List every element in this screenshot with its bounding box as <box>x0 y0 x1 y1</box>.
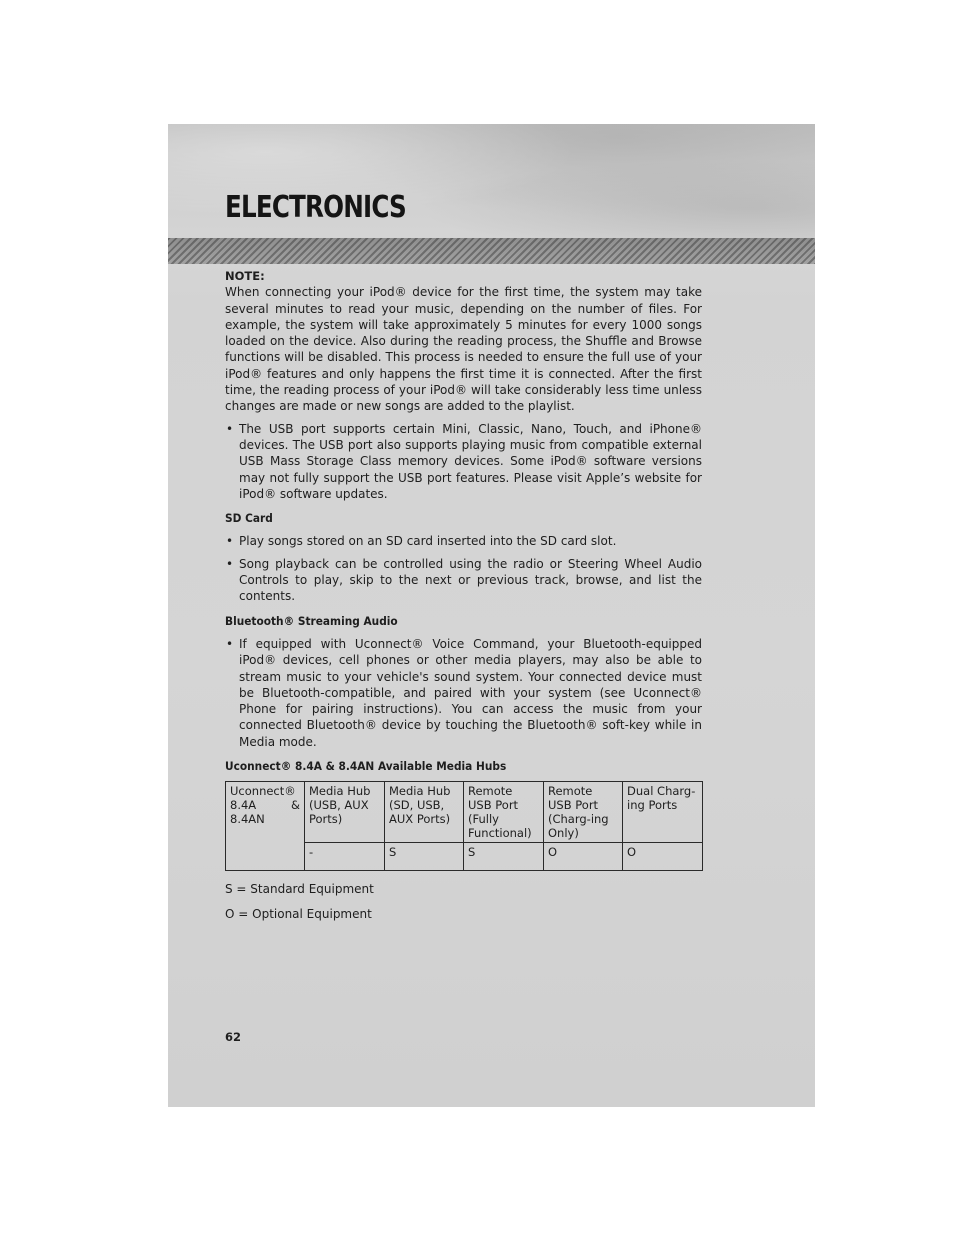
table-cell: - <box>305 843 385 871</box>
sd-card-heading: SD Card <box>225 511 273 526</box>
table-cell: O <box>623 843 703 871</box>
bluetooth-bullet-list <box>225 636 702 750</box>
note-label: NOTE: <box>225 269 265 283</box>
page-content <box>225 268 702 930</box>
table-header-cell: Remote USB Port (Charg-ing Only) <box>544 782 623 843</box>
table-cell: S <box>385 843 464 871</box>
table-row <box>226 782 703 843</box>
media-hubs-table <box>225 781 703 871</box>
list-item: • Song playback can be controlled using the radio or Steering Wheel Audio Controls to play, skip to the next or previous track, browse, and list the contents. <box>225 556 702 605</box>
sd-card-bullet-list <box>225 533 702 604</box>
bluetooth-heading: Bluetooth® Streaming Audio <box>225 613 398 628</box>
equipment-legend <box>225 881 702 922</box>
table-cell: O <box>544 843 623 871</box>
table-cell: S <box>464 843 544 871</box>
list-item: • The USB port supports certain Mini, Classic, Nano, Touch, and iPhone® devices. The USB port also supports playing music from compatible external USB Mass Storage Class memory devices. Some iPod® software versions may not fully support the USB port features. Please visit Apple’s website for iPod® software updates. <box>225 421 702 502</box>
media-hubs-heading: Uconnect® 8.4A & 8.4AN Available Media Hubs <box>225 759 507 774</box>
table-header-cell: Media Hub (SD, USB, AUX Ports) <box>385 782 464 843</box>
list-item: • Play songs stored on an SD card inserted into the SD card slot. <box>225 533 702 549</box>
section-title: ELECTRONICS <box>225 190 406 225</box>
legend-optional: O = Optional Equipment <box>225 906 372 921</box>
usb-bullet-list <box>225 421 702 502</box>
header-texture-band <box>168 238 815 264</box>
table-cell-row-label: Uconnect® 8.4A & 8.4AN <box>226 782 305 871</box>
table-header-cell: Media Hub (USB, AUX Ports) <box>305 782 385 843</box>
manual-page <box>168 124 815 1107</box>
page-number: 62 <box>225 1030 242 1044</box>
note-text: When connecting your iPod® device for the first time, the system may take several minutes to read your music, depending on the number of files. For example, the system will take approximately 5 minutes for every 1000 songs loaded on the device. Also during the reading process, the Shuffle and Browse functions will be disabled. This process is needed to ensure the full use of your iPod® features and only happens the first time it is connected. After the first time, the reading process of your iPod® will take considerably less time unless changes are made or new songs are added to the playlist. <box>225 285 702 414</box>
table-header-cell: Dual Charg-ing Ports <box>623 782 703 843</box>
legend-standard: S = Standard Equipment <box>225 882 374 897</box>
table-header-cell: Remote USB Port (Fully Functional) <box>464 782 544 843</box>
list-item: • If equipped with Uconnect® Voice Command, your Bluetooth-equipped iPod® devices, cell phones or other media players, may also be able to stream music to your vehicle's sound system. Your connected device must be Bluetooth-compatible, and paired with your system (see Uconnect® Phone for pairing instructions). You can access the music from your connected Bluetooth® device by touching the Bluetooth® soft-key while in Media mode. <box>225 636 702 750</box>
